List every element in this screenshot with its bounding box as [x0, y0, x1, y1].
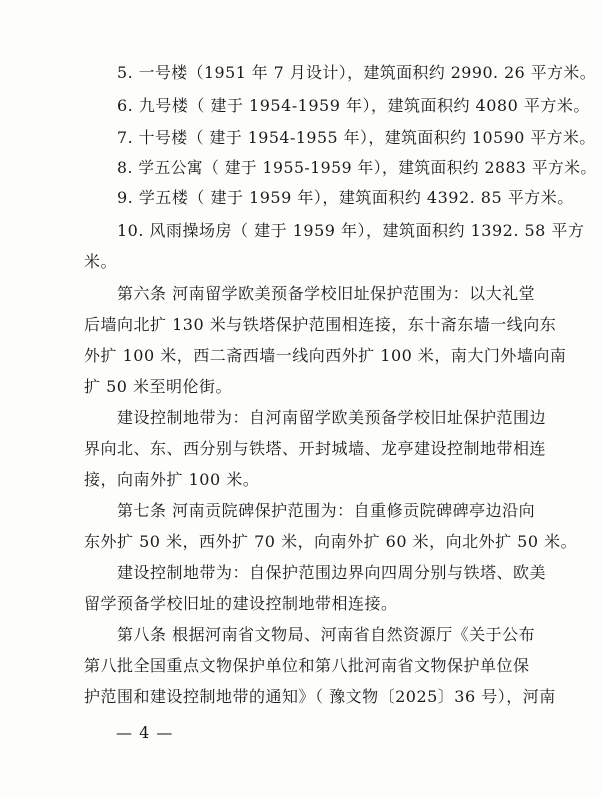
text-line: 6. 九号楼（ 建于 1954-1959 年），建筑面积约 4080 平方米。 — [117, 96, 590, 115]
text-line: 5. 一号楼（1951 年 7 月设计），建筑面积约 2990. 26 平方米。 — [117, 63, 597, 82]
text-line: 界向北、东、西分别与铁塔、开封城墙、龙亭建设控制地带相连 — [84, 439, 547, 458]
text-line: 接，向南外扩 100 米。 — [84, 470, 260, 489]
text-line: 米。 — [84, 252, 118, 271]
page-number: — 4 — — [116, 723, 174, 742]
text-line: 外扩 100 米，西二斋西墙一线向西外扩 100 米，南大门外墙向南 — [84, 346, 567, 365]
text-line: 10. 风雨操场房（ 建于 1959 年），建筑面积约 1392. 58 平方 — [117, 221, 585, 240]
text-line: 建设控制地带为：自保护范围边界向四周分别与铁塔、欧美 — [117, 563, 547, 582]
text-line: 留学预备学校旧址的建设控制地带相连接。 — [84, 594, 398, 613]
text-line: 第八条 根据河南省文物局、河南省自然资源厅《关于公布 — [117, 625, 536, 644]
text-line: 护范围和建设控制地带的通知》（ 豫文物〔2025〕36 号），河南 — [84, 687, 556, 706]
text-line: 第六条 河南留学欧美预备学校旧址保护范围为：以大礼堂 — [117, 284, 536, 303]
text-line: 建设控制地带为：自河南留学欧美预备学校旧址保护范围边 — [117, 408, 547, 427]
text-line: 扩 50 米至明伦街。 — [84, 377, 233, 396]
text-line: 第八批全国重点文物保护单位和第八批河南省文物保护单位保 — [84, 656, 530, 675]
text-line: 东外扩 50 米，西外扩 70 米，向南外扩 60 米，向北外扩 50 米。 — [84, 532, 578, 551]
text-line: 7. 十号楼（ 建于 1954-1955 年），建筑面积约 10590 平方米。 — [117, 128, 596, 147]
text-line: 9. 学五楼（ 建于 1959 年），建筑面积约 4392. 85 平方米。 — [117, 188, 574, 207]
text-line: 第七条 河南贡院碑保护范围为：自重修贡院碑碑亭边沿向 — [117, 501, 536, 520]
text-line: 后墙向北扩 130 米与铁塔保护范围相连接，东十斋东墙一线向东 — [84, 315, 557, 334]
text-line: 8. 学五公寓（ 建于 1955-1959 年），建筑面积约 2883 平方米。 — [117, 158, 597, 177]
